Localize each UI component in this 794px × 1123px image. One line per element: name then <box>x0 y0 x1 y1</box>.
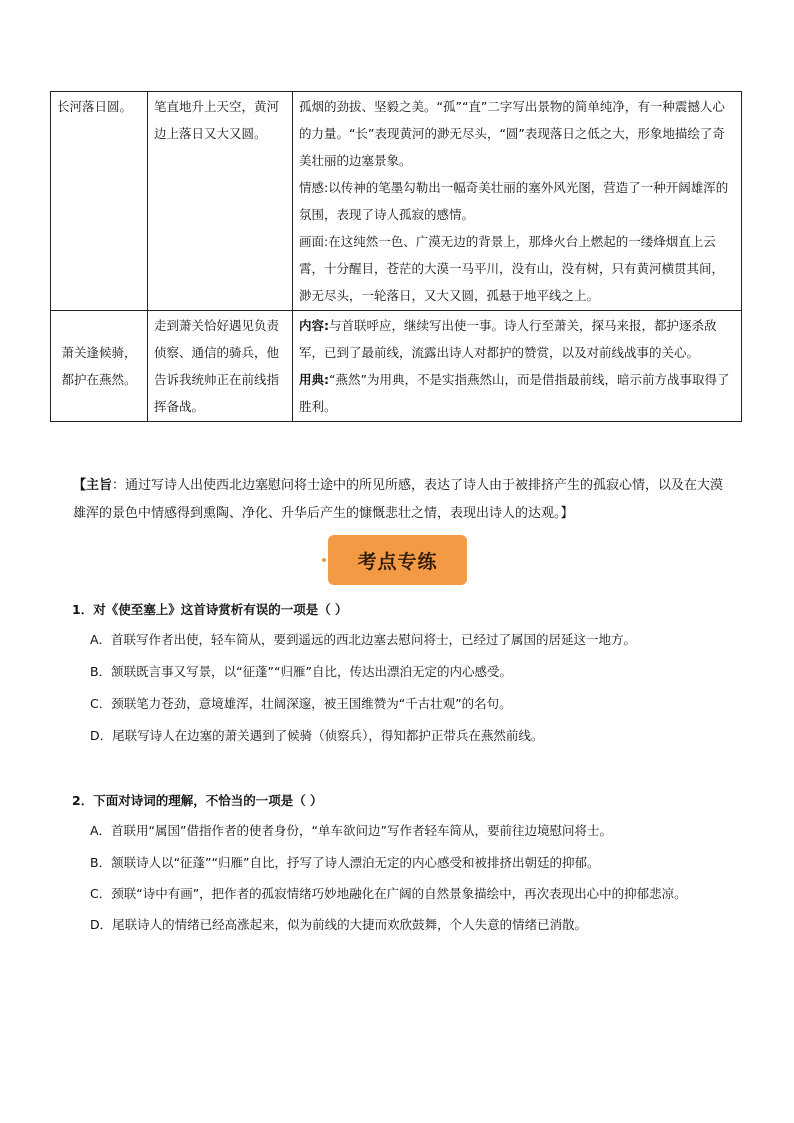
question-2 <box>72 787 742 941</box>
question-title: 1．对《使至塞上》这首诗赏析有误的一项是（ ） <box>72 602 348 617</box>
option-d: D．尾联诗人的情绪已经高涨起来，似为前线的大捷而欢欣鼓舞，个人失意的情绪已消散。 <box>90 917 588 932</box>
option-b: B．颔联既言事又写景，以“征蓬”“归雁”自比，传达出漂泊无定的内心感受。 <box>90 664 512 679</box>
option-c: C．颈联笔力苍劲，意境雄浑，壮阔深邃，被王国维赞为“千古壮观”的名句。 <box>90 696 512 711</box>
option-b: B．颔联诗人以“征蓬”“归雁”自比，抒写了诗人漂泊无定的内心感受和被排挤出朝廷的抑郁。 <box>90 855 600 870</box>
allusion-text: “燕然”为用典，不是实指燕然山，而是借指最前线，暗示前方战事取得了胜利。 <box>299 372 730 414</box>
option-a: A．首联用“属国”借指作者的使者身份，“单车欲问边”写作者轻车简从，要前往边境慰问将士。 <box>90 823 612 838</box>
theme-label: 【主旨 <box>73 478 113 493</box>
theme-summary <box>73 472 733 528</box>
section-badge: 考点专练 <box>328 535 467 585</box>
option-d: D．尾联写诗人在边塞的萧关遇到了候骑（侦察兵），得知都护正带兵在燕然前线。 <box>90 728 544 743</box>
badge-dot-icon <box>322 558 326 562</box>
table-row <box>51 92 742 311</box>
original-line-cell: 长河落日圆。 <box>51 92 148 311</box>
translation-cell: 笔直地升上天空，黄河边上落日又大又圆。 <box>148 92 293 311</box>
option-c: C．颈联“诗中有画”，把作者的孤寂情绪巧妙地融化在广阔的自然景象描绘中，再次表现出心中的抑郁悲凉。 <box>90 886 687 901</box>
emotion-label: 情感: <box>299 180 329 195</box>
content-text: 与首联呼应，继续写出使一事。诗人行至萧关，探马来报，都护逐杀敌军，已到了最前线，流露出诗人对都护的赞赏，以及对前线战事的关心。 <box>299 318 717 360</box>
original-line-cell: 萧关逢候骑，都护在燕然。 <box>51 311 148 422</box>
picture-paragraph <box>299 228 735 309</box>
analysis-cell <box>293 92 742 311</box>
analysis-cell <box>293 311 742 422</box>
analysis-text: 孤烟的劲拔、坚毅之美。“孤”“直”二字写出景物的简单纯净，有一种震撼人心的力量。“长”表现黄河的渺无尽头，“圆”表现落日之低之大，形象地描绘了奇美壮丽的边塞景象。 <box>299 99 725 168</box>
picture-label: 画面: <box>299 234 329 249</box>
table-row <box>51 311 742 422</box>
emotion-text: 以传神的笔墨勾勒出一幅奇美壮丽的塞外风光图，营造了一种开阔雄浑的氛围，表现了诗人孤寂的感情。 <box>299 180 729 222</box>
allusion-label: 用典: <box>299 372 329 387</box>
content-paragraph <box>299 312 735 366</box>
question-title: 2．下面对诗词的理解，不恰当的一项是（ ） <box>72 793 323 808</box>
content-label: 内容: <box>299 318 329 333</box>
allusion-paragraph <box>299 366 735 420</box>
emotion-paragraph <box>299 174 735 228</box>
translation-cell: 走到萧关恰好遇见负责侦察、通信的骑兵，他告诉我统帅正在前线指挥备战。 <box>148 311 293 422</box>
theme-text: ：通过写诗人出使西北边塞慰问将士途中的所见所感，表达了诗人由于被排挤产生的孤寂心情，以及在大漠雄浑的景色中情感得到熏陶、净化、升华后产生的慷慨悲壮之情，表现出诗人的达观。】 <box>73 478 724 521</box>
poem-analysis-table <box>50 91 742 422</box>
question-1 <box>72 596 742 752</box>
option-a: A．首联写作者出使，轻车简从，要到遥远的西北边塞去慰问将士，已经过了属国的居延这一地方。 <box>90 632 637 647</box>
picture-text: 在这纯然一色、广漠无边的背景上，那烽火台上燃起的一缕烽烟直上云霄，十分醒目，苍茫的大漠一马平川，没有山，没有树，只有黄河横贯其间，渺无尽头，一轮落日，又大又圆，孤悬于地平线之上。 <box>299 234 725 303</box>
